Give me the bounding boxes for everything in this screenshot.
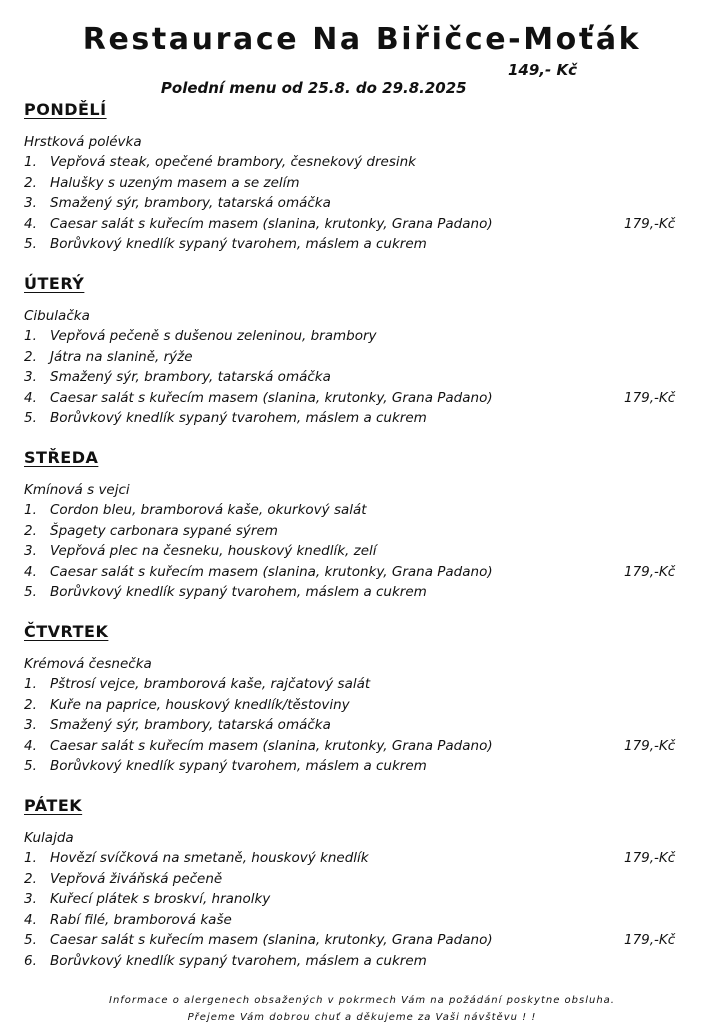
menu-item-number: 6. <box>24 952 37 969</box>
menu-item <box>24 195 493 216</box>
menu-item <box>24 523 493 544</box>
menu-item-text: Caesar salát s kuřecím masem (slanina, krutonky, Grana Padano) <box>50 215 493 232</box>
menu-item-text: Vepřová pečeně s dušenou zeleninou, brambory <box>50 328 377 344</box>
menu-subtitle <box>140 61 577 133</box>
menu-item-number: 3. <box>24 717 37 734</box>
menu-item-number: 1. <box>24 154 37 170</box>
menu-item <box>24 215 676 237</box>
soup-of-day: Hrstková polévka <box>24 134 142 150</box>
menu-item-number: 5. <box>24 410 37 427</box>
footer-thanks: Přejeme Vám dobrou chuť a děkujeme za Vaši návštěvu ! ! <box>187 1012 537 1023</box>
menu-item <box>24 912 493 933</box>
menu-item <box>24 676 493 697</box>
menu-date-range: Polední menu od 25.8. do 29.8.2025 <box>160 79 467 97</box>
menu-item <box>24 584 493 605</box>
menu-item-number: 3. <box>24 369 37 386</box>
footer <box>0 992 724 1026</box>
menu-item-number: 4. <box>24 737 37 754</box>
menu-item-text: Vepřová živáňská pečeně <box>50 870 223 887</box>
menu-item-text: Caesar salát s kuřecím masem (slanina, krutonky, Grana Padano) <box>50 563 493 580</box>
menu-item-number: 4. <box>24 389 37 406</box>
menu-item-price: 179,-Kč <box>624 737 676 754</box>
menu-item-number: 5. <box>24 584 37 601</box>
menu-item-number: 4. <box>24 911 37 928</box>
menu-item-text: Smažený sýr, brambory, tatarská omáčka <box>50 195 331 212</box>
menu-item <box>24 737 676 759</box>
menu-item-text: Pštrosí vejce, bramborová kaše, rajčatový salát <box>50 676 371 692</box>
page-title: Restaurace Na Biřičce-Moťák <box>82 22 642 57</box>
menu-item <box>24 328 493 349</box>
menu-item-text: Borůvkový knedlík sypaný tvarohem, máslem a cukrem <box>50 236 427 253</box>
menu-item-number: 2. <box>24 696 37 713</box>
menu-item <box>24 758 493 779</box>
menu-item-text: Halušky s uzeným masem a se zelím <box>50 174 300 191</box>
menu-item-text: Borůvkový knedlík sypaný tvarohem, máslem a cukrem <box>50 758 427 775</box>
menu-item-text: Hovězí svíčková na smetaně, houskový knedlík <box>50 850 369 866</box>
menu-item <box>24 349 493 370</box>
day-title: STŘEDA <box>24 448 99 467</box>
menu-item-number: 2. <box>24 522 37 539</box>
menu-item-text: Vepřová steak, opečené brambory, česnekový dresink <box>50 154 417 170</box>
menu-items-list <box>24 850 676 974</box>
menu-item <box>24 502 493 523</box>
menu-item-number: 2. <box>24 870 37 887</box>
menu-item-number: 1. <box>24 676 37 692</box>
menu-item-text: Borůvkový knedlík sypaný tvarohem, máslem a cukrem <box>50 584 427 601</box>
menu-item <box>24 871 493 892</box>
menu-item-price: 179,-Kč <box>624 932 676 949</box>
day-title: PÁTEK <box>24 796 83 815</box>
menu-item <box>24 236 493 257</box>
menu-item <box>24 369 493 390</box>
day-title: ČTVRTEK <box>24 622 109 641</box>
menu-item <box>24 410 493 431</box>
menu-item-price: 179,-Kč <box>624 563 676 580</box>
soup-of-day: Krémová česnečka <box>24 656 152 672</box>
menu-item-number: 1. <box>24 502 37 518</box>
menu-item-text: Špagety carbonara sypané sýrem <box>50 522 278 539</box>
footer-allergen-note: Informace o alergenech obsažených v pokrmech Vám na požádání poskytne obsluha. <box>109 995 615 1006</box>
menu-item-number: 5. <box>24 236 37 253</box>
base-price: 149,- Kč <box>508 61 577 79</box>
menu-item <box>24 953 493 974</box>
menu-item-text: Borůvkový knedlík sypaný tvarohem, máslem a cukrem <box>50 410 427 427</box>
menu-item-price: 179,-Kč <box>624 215 676 232</box>
menu-item-number: 3. <box>24 891 37 908</box>
menu-item-number: 1. <box>24 328 37 344</box>
menu-item-text: Vepřová plec na česneku, houskový knedlík, zelí <box>50 543 377 560</box>
menu-item-price: 179,-Kč <box>624 389 676 406</box>
menu-item-text: Kuřecí plátek s broskví, hranolky <box>50 891 271 908</box>
menu-item-text: Játra na slanině, rýže <box>50 348 193 365</box>
menu-item-text: Caesar salát s kuřecím masem (slanina, krutonky, Grana Padano) <box>50 932 493 949</box>
menu-item <box>24 717 493 738</box>
menu-item-number: 4. <box>24 215 37 232</box>
menu-item-number: 5. <box>24 758 37 775</box>
menu-item <box>24 543 493 564</box>
menu-item <box>24 697 493 718</box>
menu-item <box>24 154 493 175</box>
menu-item-text: Smažený sýr, brambory, tatarská omáčka <box>50 717 331 734</box>
menu-item <box>24 389 676 411</box>
menu-item <box>24 563 676 585</box>
menu-items-list <box>24 676 676 779</box>
menu-item-price: 179,-Kč <box>624 850 676 866</box>
menu-item-number: 3. <box>24 543 37 560</box>
menu-item-text: Caesar salát s kuřecím masem (slanina, krutonky, Grana Padano) <box>50 389 493 406</box>
soup-of-day: Kmínová s vejci <box>24 482 130 498</box>
menu-items-list <box>24 328 676 431</box>
menu-item <box>24 891 493 912</box>
menu-items-list <box>24 154 676 257</box>
soup-of-day: Kulajda <box>24 830 74 846</box>
menu-item-text: Rabí filé, bramborová kaše <box>50 911 232 928</box>
menu-item-number: 1. <box>24 850 37 866</box>
menu-item-text: Caesar salát s kuřecím masem (slanina, krutonky, Grana Padano) <box>50 737 493 754</box>
menu-item-text: Cordon bleu, bramborová kaše, okurkový salát <box>50 502 367 518</box>
menu-item-number: 3. <box>24 195 37 212</box>
day-title: ÚTERÝ <box>24 274 85 293</box>
menu-item-number: 2. <box>24 174 37 191</box>
menu-items-list <box>24 502 676 605</box>
menu-item-number: 4. <box>24 563 37 580</box>
day-title: PONDĚLÍ <box>24 100 107 119</box>
menu-item-number: 5. <box>24 932 37 949</box>
soup-of-day: Cibulačka <box>24 308 90 324</box>
menu-item-number: 2. <box>24 348 37 365</box>
menu-item <box>24 175 493 196</box>
menu-item-text: Borůvkový knedlík sypaný tvarohem, máslem a cukrem <box>50 952 427 969</box>
menu-item-text: Smažený sýr, brambory, tatarská omáčka <box>50 369 331 386</box>
menu-item-text: Kuře na paprice, houskový knedlík/těstoviny <box>50 696 350 713</box>
menu-item <box>24 850 676 871</box>
menu-item <box>24 932 676 953</box>
